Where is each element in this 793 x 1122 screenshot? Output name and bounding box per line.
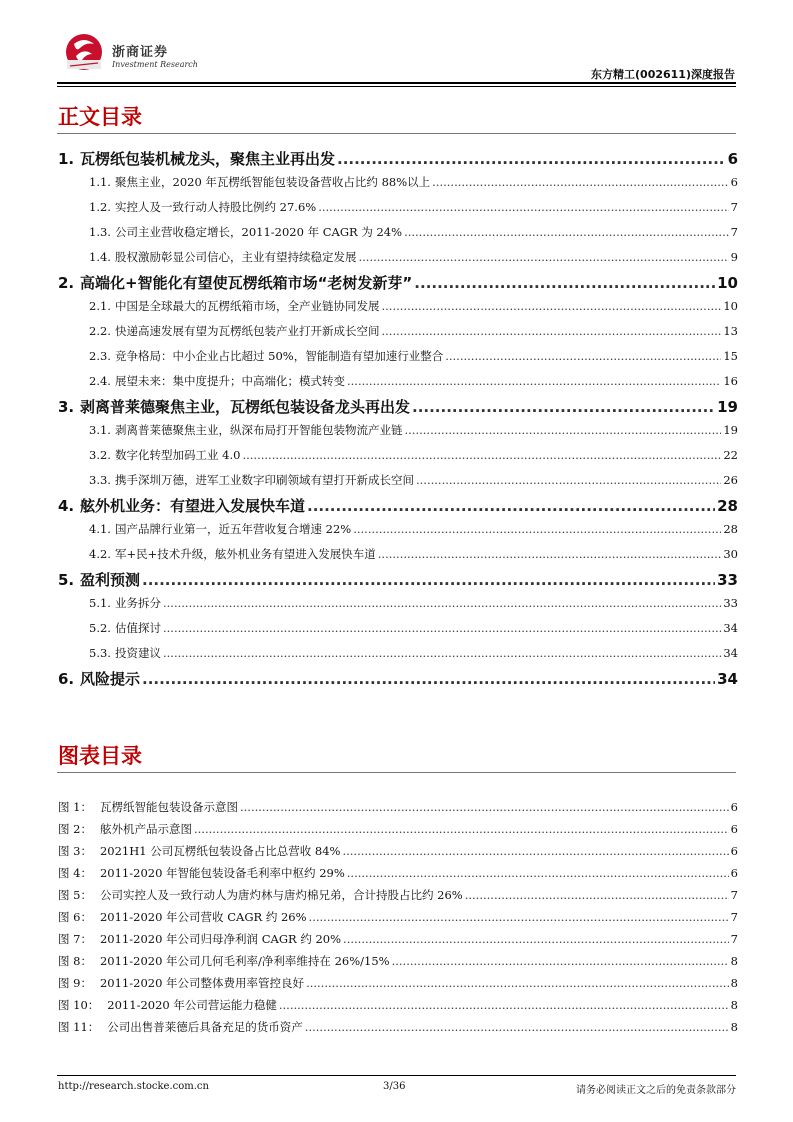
toc-leader-dots <box>318 200 728 214</box>
figure-page-number: 7 <box>730 932 738 946</box>
toc-subsection-title: 中国是全球最大的瓦楞纸箱市场，全产业链协同发展 <box>115 299 380 313</box>
toc-subsection-number: 1.2. <box>89 200 111 214</box>
toc-subsection-number: 2.4. <box>89 374 111 388</box>
toc-leader-dots <box>359 250 729 264</box>
toc-leader-dots <box>307 497 715 515</box>
page-number: 3/36 <box>383 1081 406 1092</box>
toc-subsection-title: 投资建议 <box>115 646 161 660</box>
toc-heading-rule <box>57 133 736 134</box>
figure-page-number: 6 <box>730 800 738 814</box>
toc-subsection-title: 业务拆分 <box>115 596 161 610</box>
toc-subsection-row[interactable] <box>89 645 738 665</box>
toc-subsection-number: 4.1. <box>89 522 111 536</box>
figure-title: 2011-2020 年智能包装设备毛利率中枢约 29% <box>99 866 345 880</box>
toc-subsection-title: 剥离普莱德聚焦主业，纵深布局打开智能包装物流产业链 <box>115 423 403 437</box>
toc-page-number: 22 <box>723 448 738 462</box>
toc-subsection-row[interactable] <box>89 472 738 492</box>
toc-page-number: 19 <box>717 398 738 416</box>
toc-leader-dots <box>353 522 721 536</box>
toc-subsection-number: 2.2. <box>89 324 111 338</box>
toc-subsection-title: 携手深圳万德，进军工业数字印刷领域有望打开新成长空间 <box>115 473 414 487</box>
figure-number: 图 3： <box>58 844 92 858</box>
figure-page-number: 8 <box>730 976 738 990</box>
toc-leader-dots <box>337 150 726 168</box>
toc-section-number: 4. <box>58 497 75 515</box>
figure-page-number: 6 <box>730 866 738 880</box>
brand-subtitle: Investment Research <box>112 60 198 69</box>
toc-section-row[interactable] <box>58 396 738 416</box>
toc-subsection-row[interactable] <box>89 373 738 393</box>
figure-title: 2011-2020 年公司归母净利润 CAGR 约 20% <box>99 932 342 946</box>
figure-list-heading: 图表目录 <box>58 744 142 768</box>
toc-section-title: 高端化+智能化有望使瓦楞纸箱市场“老树发新芽” <box>80 274 413 292</box>
figure-row[interactable] <box>58 909 738 929</box>
toc-subsection-title: 展望未来：集中度提升；中高端化；模式转变 <box>115 374 345 388</box>
figure-title: 2011-2020 年公司整体费用率管控良好 <box>99 976 305 990</box>
toc-subsection-title: 聚焦主业，2020 年瓦楞纸智能包装设备营收占比约 88%以上 <box>115 175 431 189</box>
toc-leader-dots <box>305 1020 729 1034</box>
figure-page-number: 7 <box>730 910 738 924</box>
toc-leader-dots <box>163 646 721 660</box>
toc-leader-dots <box>392 954 729 968</box>
toc-leader-dots <box>163 596 721 610</box>
toc-subsection-title: 数字化转型加码工业 4.0 <box>115 448 241 462</box>
toc-heading: 正文目录 <box>58 105 142 129</box>
toc-subsection-number: 5.3. <box>89 646 111 660</box>
figure-page-number: 8 <box>730 998 738 1012</box>
toc-page-number: 28 <box>723 522 738 536</box>
figure-number: 图 5： <box>58 888 92 902</box>
figure-row[interactable] <box>58 799 738 819</box>
toc-page-number: 19 <box>723 423 738 437</box>
toc-leader-dots <box>142 670 715 688</box>
figure-page-number: 6 <box>730 822 738 836</box>
figure-number: 图 11： <box>58 1020 100 1034</box>
toc-leader-dots <box>382 299 722 313</box>
toc-subsection-row[interactable] <box>89 323 738 343</box>
toc-leader-dots <box>412 398 715 416</box>
toc-leader-dots <box>279 998 729 1012</box>
toc-section-row[interactable] <box>58 569 738 589</box>
figure-number: 图 1： <box>58 800 92 814</box>
toc-subsection-number: 5.1. <box>89 596 111 610</box>
toc-subsection-row[interactable] <box>89 521 738 541</box>
figure-title: 2011-2020 年公司营运能力稳健 <box>107 998 277 1012</box>
toc-leader-dots <box>347 866 729 880</box>
figure-row[interactable] <box>58 975 738 995</box>
figure-page-number: 6 <box>730 844 738 858</box>
figure-number: 图 9： <box>58 976 92 990</box>
figure-number: 图 2： <box>58 822 92 836</box>
toc-subsection-title: 快递高速发展有望为瓦楞纸包装产业打开新成长空间 <box>115 324 380 338</box>
toc-subsection-row[interactable] <box>89 595 738 615</box>
toc-leader-dots <box>414 274 715 292</box>
figure-row[interactable] <box>58 931 738 951</box>
toc-subsection-title: 竞争格局：中小企业占比超过 50%，智能制造有望加速行业整合 <box>115 349 444 363</box>
toc-section-row[interactable] <box>58 668 738 688</box>
toc-section-number: 6. <box>58 670 75 688</box>
figure-title: 2011-2020 年公司营收 CAGR 约 26% <box>99 910 307 924</box>
toc-subsection-row[interactable] <box>89 224 738 244</box>
toc-page-number: 28 <box>717 497 738 515</box>
toc-leader-dots <box>194 822 729 836</box>
toc-section-title: 盈利预测 <box>80 571 141 589</box>
toc-subsection-number: 2.3. <box>89 349 111 363</box>
toc-leader-dots <box>378 547 722 561</box>
toc-leader-dots <box>142 571 715 589</box>
figure-number: 图 6： <box>58 910 92 924</box>
toc-subsection-title: 公司主业营收稳定增长，2011-2020 年 CAGR 为 24% <box>115 225 403 239</box>
figure-list-heading-rule <box>57 772 736 773</box>
figure-title: 公司出售普莱德后具备充足的货币资产 <box>107 1020 303 1034</box>
figure-page-number: 8 <box>730 954 738 968</box>
toc-subsection-row[interactable] <box>89 174 738 194</box>
toc-section-number: 1. <box>58 150 75 168</box>
toc-leader-dots <box>306 976 729 990</box>
figure-number: 图 7： <box>58 932 92 946</box>
toc-subsection-row[interactable] <box>89 298 738 318</box>
toc-subsection-row[interactable] <box>89 546 738 566</box>
toc-subsection-row[interactable] <box>89 422 738 442</box>
toc-section-title: 瓦楞纸包装机械龙头，聚焦主业再出发 <box>80 150 336 168</box>
toc-leader-dots <box>342 844 728 858</box>
toc-page-number: 9 <box>730 250 738 264</box>
toc-section-number: 3. <box>58 398 75 416</box>
toc-page-number: 13 <box>723 324 738 338</box>
toc-subsection-row[interactable] <box>89 199 738 219</box>
toc-subsection-number: 1.4. <box>89 250 111 264</box>
toc-subsection-row[interactable] <box>89 348 738 368</box>
toc-section-number: 5. <box>58 571 75 589</box>
toc-leader-dots <box>432 175 729 189</box>
toc-leader-dots <box>382 324 722 338</box>
figure-number: 图 10： <box>58 998 100 1012</box>
disclaimer-note: 请务必阅读正文之后的免责条款部分 <box>576 1085 736 1096</box>
toc-section-row[interactable] <box>58 495 738 515</box>
toc-section-row[interactable] <box>58 272 738 292</box>
toc-page-number: 7 <box>730 200 738 214</box>
figure-row[interactable] <box>58 887 738 907</box>
toc-section-title: 剥离普莱德聚焦主业，瓦楞纸包装设备龙头再出发 <box>80 398 411 416</box>
toc-subsection-row[interactable] <box>89 447 738 467</box>
figure-title: 舷外机产品示意图 <box>99 822 192 836</box>
toc-subsection-number: 5.2. <box>89 621 111 635</box>
toc-page-number: 33 <box>717 571 738 589</box>
toc-page-number: 34 <box>723 621 738 635</box>
toc-section-title: 舷外机业务：有望进入发展快车道 <box>80 497 306 515</box>
figure-row[interactable] <box>58 865 738 885</box>
toc-leader-dots <box>445 349 721 363</box>
toc-subsection-number: 1.3. <box>89 225 111 239</box>
header-rule <box>57 82 736 84</box>
figure-page-number: 8 <box>730 1020 738 1034</box>
toc-leader-dots <box>404 225 729 239</box>
toc-leader-dots <box>343 932 729 946</box>
toc-section-number: 2. <box>58 274 75 292</box>
toc-subsection-title: 军+民+技术升级，舷外机业务有望进入发展快车道 <box>115 547 376 561</box>
toc-page-number: 26 <box>723 473 738 487</box>
footer-rule <box>57 1075 736 1076</box>
figure-row[interactable] <box>58 821 738 841</box>
toc-subsection-row[interactable] <box>89 249 738 269</box>
toc-subsection-title: 实控人及一致行动人持股比例约 27.6% <box>115 200 317 214</box>
figure-title: 2021H1 公司瓦楞纸包装设备占比总营收 84% <box>99 844 341 858</box>
toc-page-number: 30 <box>723 547 738 561</box>
toc-subsection-number: 2.1. <box>89 299 111 313</box>
figure-row[interactable] <box>58 953 738 973</box>
toc-section-title: 风险提示 <box>80 670 141 688</box>
toc-leader-dots <box>309 910 729 924</box>
toc-subsection-number: 1.1. <box>89 175 111 189</box>
brand-name: 浙商证券 <box>112 45 169 60</box>
toc-page-number: 34 <box>723 646 738 660</box>
toc-subsection-title: 估值探讨 <box>115 621 161 635</box>
figure-number: 图 8： <box>58 954 92 968</box>
figure-title: 瓦楞纸智能包装设备示意图 <box>99 800 238 814</box>
footer-url-link[interactable]: http://research.stocke.com.cn <box>58 1081 209 1092</box>
toc-subsection-number: 3.2. <box>89 448 111 462</box>
toc-leader-dots <box>405 423 722 437</box>
toc-page-number: 6 <box>730 175 738 189</box>
header-rule-thin <box>57 86 736 87</box>
toc-subsection-number: 3.1. <box>89 423 111 437</box>
toc-page-number: 34 <box>717 670 738 688</box>
figure-title: 2011-2020 年公司几何毛利率/净利率维持在 26%/15% <box>99 954 390 968</box>
figure-page-number: 7 <box>730 888 738 902</box>
logo-mark-icon <box>62 30 110 72</box>
figure-row[interactable] <box>58 843 738 863</box>
toc-page-number: 33 <box>723 596 738 610</box>
toc-subsection-row[interactable] <box>89 620 738 640</box>
broker-logo <box>62 30 110 72</box>
report-title: 东方精工(002611)深度报告 <box>591 68 735 81</box>
figure-row[interactable] <box>58 1019 738 1039</box>
toc-subsection-title: 国产品牌行业第一，近五年营收复合增速 22% <box>115 522 352 536</box>
toc-subsection-number: 3.3. <box>89 473 111 487</box>
figure-row[interactable] <box>58 997 738 1017</box>
toc-leader-dots <box>347 374 721 388</box>
toc-subsection-number: 4.2. <box>89 547 111 561</box>
toc-page-number: 6 <box>727 150 738 168</box>
toc-leader-dots <box>240 800 729 814</box>
toc-leader-dots <box>465 888 729 902</box>
toc-page-number: 16 <box>723 374 738 388</box>
toc-section-row[interactable] <box>58 148 738 168</box>
toc-leader-dots <box>242 448 721 462</box>
toc-page-number: 10 <box>723 299 738 313</box>
figure-number: 图 4： <box>58 866 92 880</box>
toc-leader-dots <box>416 473 721 487</box>
toc-subsection-title: 股权激励彰显公司信心，主业有望持续稳定发展 <box>115 250 357 264</box>
figure-title: 公司实控人及一致行动人为唐灼林与唐灼棉兄弟，合计持股占比约 26% <box>99 888 463 902</box>
toc-page-number: 10 <box>717 274 738 292</box>
toc-leader-dots <box>163 621 721 635</box>
toc-page-number: 7 <box>730 225 738 239</box>
toc-page-number: 15 <box>723 349 738 363</box>
